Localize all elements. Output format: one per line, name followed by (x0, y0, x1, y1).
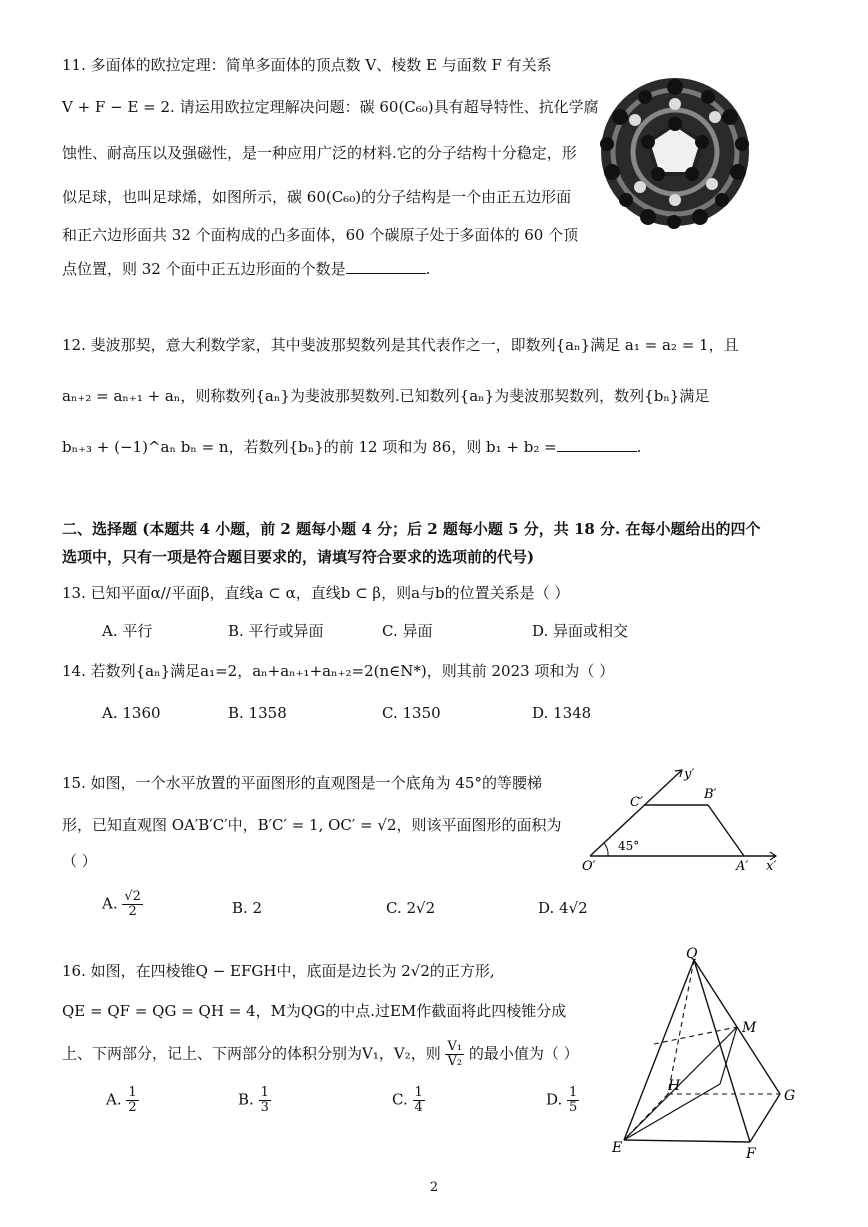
q12-answer-blank (557, 437, 637, 452)
q15-option-a-num: √2 (124, 889, 141, 904)
q12-line1: 12. 斐波那契，意大利数学家，其中斐波那契数列是其代表作之一，即数列{aₙ}满足 a₁ = a₂ = 1，且 (62, 336, 739, 354)
q16-fig-m-label: M (742, 1020, 757, 1036)
q16-option-d-den: 5 (569, 1100, 578, 1115)
q16-pyramid-figure (610, 944, 800, 1162)
q16-ratio-fraction (445, 1040, 464, 1069)
q15-fig-a-label: A′ (736, 859, 749, 874)
q15-option-d: D. 4√2 (538, 899, 588, 917)
q16-option-a (106, 1086, 139, 1115)
q16-option-b-den: 3 (260, 1100, 269, 1115)
q16-option-d-num: 1 (569, 1085, 578, 1100)
q16-fig-q-label: Q (686, 946, 698, 962)
q15-option-a-den: 2 (128, 904, 137, 919)
q11-line6-end: . (425, 260, 431, 278)
q11-answer-blank (346, 259, 426, 274)
q16-ratio-den: V₂ (447, 1054, 463, 1069)
q15-fig-angle-label: 45° (618, 839, 640, 853)
q11-line6 (62, 258, 430, 280)
q16-option-c-num: 1 (414, 1085, 423, 1100)
q16-line3-end: 的最小值为（ ） (468, 1044, 579, 1063)
q14-option-c: C. 1350 (382, 704, 441, 722)
q15-line2: 形，已知直观图 OA′B′C′中，B′C′ = 1, OC′ = √2，则该平面图形的面积为 (62, 816, 562, 834)
q16-option-d-fraction (567, 1086, 579, 1115)
q16-option-c-fraction (413, 1086, 425, 1115)
q12-line2: aₙ₊₂ = aₙ₊₁ + aₙ，则称数列{aₙ}为斐波那契数列.已知数列{aₙ}为斐波那契数列，数列{bₙ}满足 (62, 387, 710, 405)
q16-fig-f-label: F (746, 1146, 756, 1162)
q15-option-a (102, 890, 143, 919)
q16-fig-e-label: E (612, 1140, 623, 1156)
section2-line1: 二、选择题 (本题共 4 小题，前 2 题每小题 4 分；后 2 题每小题 5 分，共 18 分. 在每小题给出的四个 (62, 520, 761, 538)
q14-option-a: A. 1360 (102, 704, 161, 722)
q13-option-b: B. 平行或异面 (228, 622, 324, 640)
q16-option-a-label: A. (106, 1090, 122, 1109)
q16-line1: 16. 如图，在四棱锥Q − EFGH中，底面是边长为 2√2的正方形, (62, 962, 495, 980)
q15-fig-y-label: y′ (684, 767, 695, 782)
q15-option-a-fraction (122, 890, 143, 919)
q13-option-d: D. 异面或相交 (532, 622, 629, 640)
q13-option-a: A. 平行 (102, 622, 153, 640)
q16-fig-h-label: H (668, 1078, 681, 1094)
q16-option-d (546, 1086, 579, 1115)
q16-option-c-label: C. (392, 1090, 408, 1109)
q15-fig-b-label: B′ (704, 787, 717, 802)
q15-fig-o-label: O′ (582, 859, 596, 874)
c60-molecule-figure (590, 72, 760, 232)
q15-line3: （ ） (62, 852, 97, 870)
q15-option-c: C. 2√2 (386, 899, 436, 917)
q16-ratio-num: V₁ (447, 1039, 463, 1054)
q15-option-a-label: A. (102, 894, 118, 913)
q13-stem: 13. 已知平面α//平面β，直线a ⊂ α，直线b ⊂ β，则a与b的位置关系是（ ） (62, 584, 570, 602)
q16-option-d-label: D. (546, 1090, 563, 1109)
page-number: 2 (429, 1180, 439, 1195)
q16-option-b-fraction (259, 1086, 271, 1115)
q12-line3 (62, 436, 641, 458)
q15-trapezoid-figure (580, 762, 780, 874)
q15-option-b: B. 2 (232, 899, 263, 917)
q15-line1: 15. 如图，一个水平放置的平面图形的直观图是一个底角为 45°的等腰梯 (62, 774, 542, 792)
q16-line3 (62, 1040, 579, 1069)
q16-option-a-num: 1 (128, 1085, 137, 1100)
q15-fig-x-label: x′ (766, 859, 777, 874)
q16-option-b-num: 1 (260, 1085, 269, 1100)
q16-fig-g-label: G (784, 1088, 796, 1104)
q11-line5: 和正六边形面共 32 个面构成的凸多面体，60 个碳原子处于多面体的 60 个顶 (62, 226, 579, 244)
q11-line1: 11. 多面体的欧拉定理：简单多面体的顶点数 V、棱数 E 与面数 F 有关系 (62, 56, 552, 74)
q13-option-c: C. 异面 (382, 622, 433, 640)
q16-line2: QE = QF = QG = QH = 4，M为QG的中点.过EM作截面将此四棱锥分成 (62, 1002, 567, 1020)
q16-option-c (392, 1086, 425, 1115)
q16-option-b-label: B. (238, 1090, 254, 1109)
q15-fig-c-label: C′ (630, 795, 643, 810)
q16-option-c-den: 4 (414, 1100, 423, 1115)
q14-option-d: D. 1348 (532, 704, 592, 722)
q16-line3-text: 上、下两部分，记上、下两部分的体积分别为V₁，V₂，则 (62, 1044, 441, 1063)
q12-line3-text: bₙ₊₃ + (−1)^aₙ bₙ = n，若数列{bₙ}的前 12 项和为 86，则 b₁ + b₂ = (62, 438, 557, 456)
section2-line2: 选项中，只有一项是符合题目要求的，请填写符合要求的选项前的代号) (62, 548, 535, 566)
q14-option-b: B. 1358 (228, 704, 287, 722)
q11-line4: 似足球，也叫足球烯，如图所示，碳 60(C₆₀)的分子结构是一个由正五边形面 (62, 188, 572, 206)
q11-line3: 蚀性、耐高压以及强磁性，是一种应用广泛的材料.它的分子结构十分稳定，形 (62, 144, 577, 162)
q16-option-a-den: 2 (128, 1100, 137, 1115)
q14-stem: 14. 若数列{aₙ}满足a₁=2，aₙ+aₙ₊₁+aₙ₊₂=2(n∈N*)，则其前 2023 项和为（ ） (62, 662, 615, 680)
q11-line2: V + F − E = 2. 请运用欧拉定理解决问题：碳 60(C₆₀)具有超导特性、抗化学腐 (62, 98, 599, 116)
q12-line3-end: . (636, 438, 642, 456)
q16-option-b (238, 1086, 271, 1115)
q11-line6-text: 点位置，则 32 个面中正五边形面的个数是 (62, 260, 346, 278)
q16-option-a-fraction (126, 1086, 138, 1115)
